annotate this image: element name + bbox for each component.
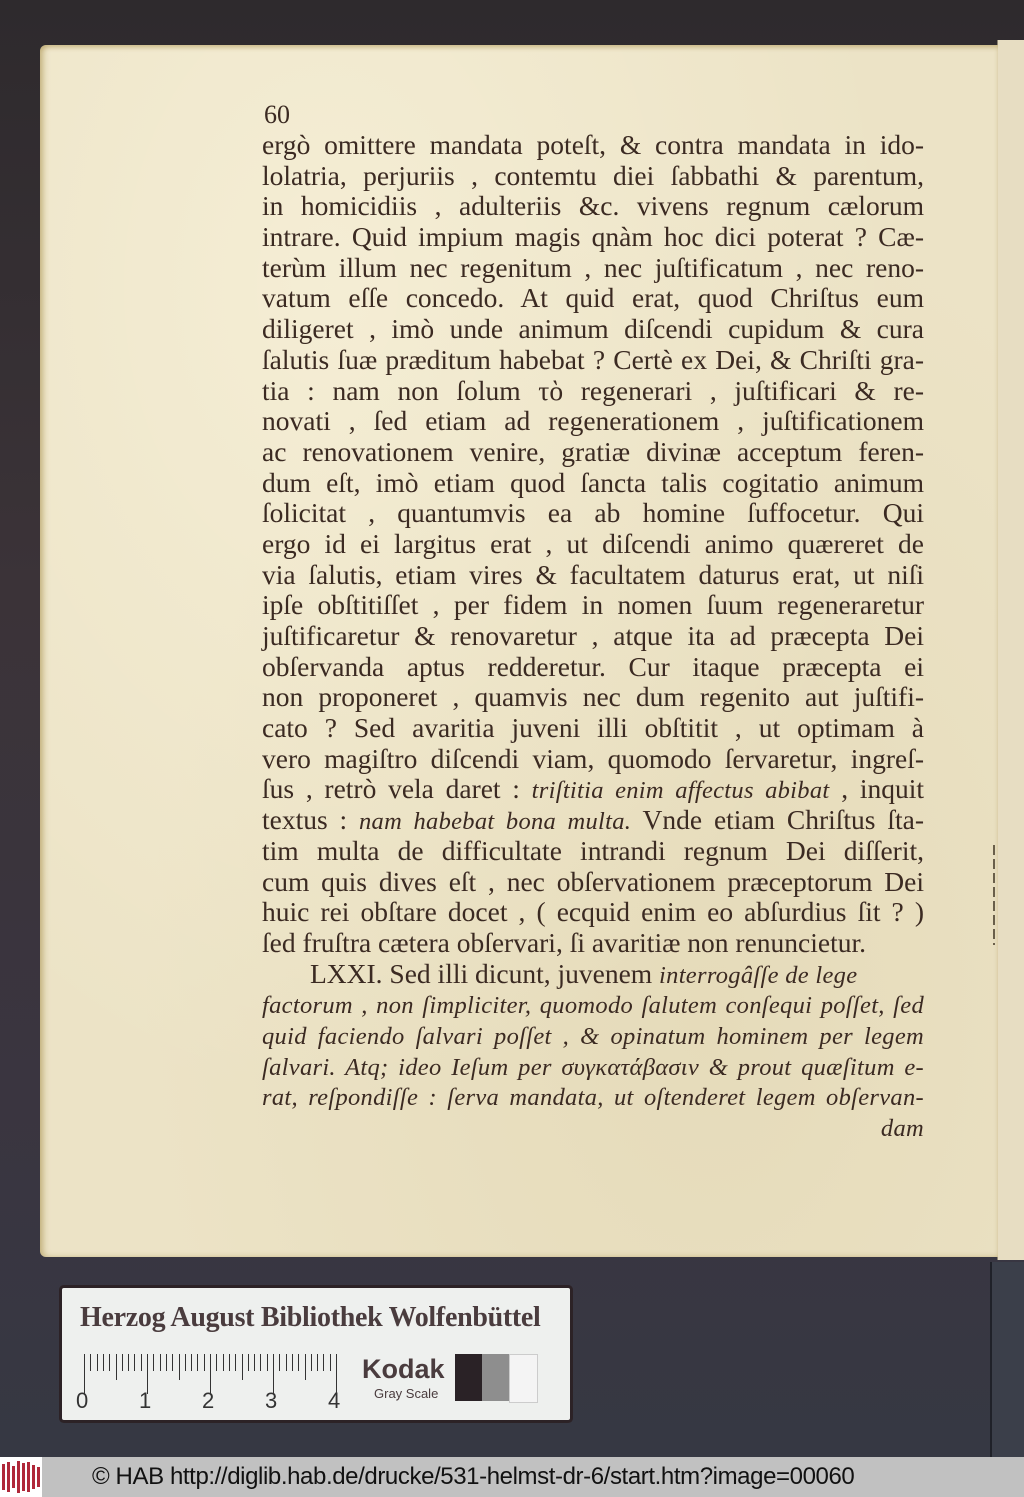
text-segment: ſus , retrò vela daret :	[262, 773, 532, 805]
ruler-tick	[109, 1354, 110, 1371]
text-line: ergò omittere mandata poteſt, & contra mandata in ido-	[262, 129, 924, 160]
ruler-tick	[128, 1354, 129, 1371]
text-line	[262, 805, 924, 836]
text-segment: textus :	[262, 804, 359, 836]
gray-swatch	[482, 1354, 509, 1401]
copyright-link[interactable]: © HAB http://diglib.hab.de/drucke/531-helmst-dr-6/start.htm?image=00060	[92, 1463, 855, 1490]
ruler-label: 2	[202, 1388, 215, 1413]
ruler-tick	[229, 1354, 230, 1371]
ruler-tick	[153, 1354, 154, 1371]
ruler-tick	[267, 1354, 268, 1371]
text-line: terùm illum nec regenitum , nec juſtificatum , nec reno-	[262, 251, 924, 283]
ruler-tick	[204, 1354, 205, 1371]
italic-segment: nam habebat bona multa.	[359, 808, 632, 836]
italic-segment: triſtitia enim affectus abibat	[531, 777, 830, 805]
text-line: lolatria, perjuriis , contemtu diei ſabbathi & parentum,	[262, 159, 924, 191]
logo-stripe	[7, 1462, 10, 1492]
logo-stripe	[17, 1461, 20, 1493]
ruler-tick	[166, 1354, 167, 1371]
text-line: ſalutis ſuæ præditum habebat ? Certè ex Dei, & Chriſti gra-	[262, 343, 924, 375]
logo-stripe	[27, 1462, 30, 1492]
italic-segment: quid faciendo ſalvari poſſet , & opinatum hominem per legem	[262, 1022, 924, 1050]
footer-bar	[0, 1457, 1024, 1497]
gutter-mark	[993, 845, 995, 945]
color-calibration-card	[62, 1288, 570, 1420]
ruler-tick	[323, 1354, 324, 1371]
logo-stripe	[37, 1467, 40, 1487]
ruler-tick	[103, 1354, 104, 1371]
text-line: ſed fruſtra cætera obſervari, ſi avaritiæ non renuncietur.	[262, 926, 867, 958]
text-line: tia : nam non ſolum τὸ regenerari , juſtificari & re-	[262, 374, 924, 406]
ruler-tick	[134, 1354, 135, 1371]
text-line: ipſe obſtitiſſet , per fidem in nomen ſuum regeneraretur	[262, 589, 924, 621]
italic-segment: interrogâſſe de lege	[659, 961, 858, 989]
ruler-tick	[298, 1354, 299, 1371]
text-line: dum eſt, imò etiam quod ſancta talis cogitatio animum	[262, 466, 924, 498]
facing-page-edge	[997, 40, 1024, 1260]
ruler-tick	[197, 1354, 198, 1371]
ruler-tick	[141, 1354, 142, 1371]
text-line: ergo id ei largitus erat , ut diſcendi animo quæreret de	[262, 527, 924, 559]
kodak-logo: Kodak	[362, 1354, 445, 1384]
logo-stripe	[22, 1463, 25, 1491]
italic-segment: factorum , non ſimpliciter, quomodo ſalutem conſequi poſſet, ſed	[262, 992, 924, 1020]
italic-segment: dam	[880, 1115, 924, 1142]
gray-swatch	[509, 1354, 538, 1403]
text-line: via ſalutis, etiam vires & facultatem daturus erat, ut niſi	[262, 558, 924, 590]
text-line: intrare. Quid impium magis qnàm hoc dici poterat ? Cæ-	[262, 221, 924, 253]
text-line: cato ? Sed avaritia juveni illi obſtitit , ut optimam à	[262, 712, 924, 744]
text-line: in homicidiis , adulteriis &c. vivens regnum cælorum	[262, 190, 924, 222]
text-line: vatum eſſe concedo. At quid erat, quod Chriſtus eum	[262, 282, 924, 314]
ruler-label: 1	[139, 1388, 152, 1413]
ruler-tick	[160, 1354, 161, 1371]
text-line: diligeret , imò unde animum diſcendi cupidum & cura	[262, 313, 924, 345]
ruler-tick	[235, 1354, 236, 1371]
text-line	[262, 774, 924, 805]
ruler-tick	[223, 1354, 224, 1371]
text-line: huic rei obſtare docet , ( ecquid enim eo abſurdius ſit ? )	[262, 896, 924, 928]
ruler-label: 3	[265, 1388, 278, 1413]
ruler-labels	[76, 1388, 366, 1414]
text-line: novati , ſed etiam ad regenerationem , juſtificationem	[262, 405, 924, 437]
text-line	[262, 1081, 924, 1112]
text-segment: , inquit	[829, 773, 925, 805]
italic-segment: ſalvari. Atq; ideo Ieſum per συγκατάβασιν & prout quæſitum e-	[262, 1053, 924, 1081]
text-segment: Vnde etiam Chriſtus ſta-	[631, 804, 924, 836]
logo-stripe	[12, 1466, 15, 1488]
institution-name: Herzog August Bibliothek Wolfenbüttel	[80, 1302, 541, 1333]
text-line: non proponeret , quamvis nec dum regenito aut juſtifi-	[262, 681, 924, 713]
text-line: ac renovationem venire, gratiæ divinæ acceptum feren-	[262, 435, 924, 467]
text-lines	[262, 130, 924, 1143]
logo-stripe	[32, 1465, 35, 1489]
ruler-tick	[191, 1354, 192, 1371]
ruler-tick	[260, 1354, 261, 1371]
text-segment: LXXI. Sed illi dicunt, juvenem	[310, 957, 660, 989]
text-line: ſolicitat , quantumvis ea ab homine ſuffocetur. Qui	[262, 497, 924, 529]
ruler-tick	[242, 1354, 243, 1380]
ruler-label: 4	[328, 1388, 341, 1413]
text-line: cum quis dives eſt , nec obſervationem præceptorum Dei	[262, 865, 924, 897]
text-line: vero magiſtro diſcendi viam, quomodo ſervaretur, ingreſ-	[262, 742, 924, 774]
page-text	[262, 100, 924, 1143]
ruler-tick	[311, 1354, 312, 1371]
ruler-tick	[254, 1354, 255, 1371]
ruler-tick	[216, 1354, 217, 1371]
text-line	[262, 1112, 924, 1143]
ruler-tick	[116, 1354, 117, 1380]
hab-logo-icon	[0, 1457, 42, 1497]
ruler-tick	[330, 1354, 331, 1371]
ruler-label: 0	[76, 1388, 89, 1413]
text-line	[262, 959, 924, 990]
ruler-tick	[292, 1354, 293, 1371]
ruler-tick	[179, 1354, 180, 1380]
gray-swatch	[455, 1354, 482, 1401]
ruler-tick	[248, 1354, 249, 1371]
italic-segment: rat, reſpondiſſe : ſerva mandata, ut oſtenderet legem obſervan-	[262, 1084, 924, 1112]
gray-scale-label: Gray Scale	[374, 1386, 439, 1401]
ruler-tick	[122, 1354, 123, 1371]
binding-edge	[990, 1262, 1024, 1457]
ruler-tick	[97, 1354, 98, 1371]
text-line	[262, 1020, 924, 1051]
text-line	[262, 1051, 924, 1082]
ruler-tick	[317, 1354, 318, 1371]
ruler-tick	[90, 1354, 91, 1371]
ruler-tick	[286, 1354, 287, 1371]
text-line	[262, 989, 924, 1020]
text-line: tim multa de difficultate intrandi regnum Dei diſſerit,	[262, 834, 924, 866]
text-line: juſtificaretur & renovaretur , atque ita ad præcepta Dei	[262, 620, 924, 651]
ruler-tick	[185, 1354, 186, 1371]
page-number: 60	[264, 100, 290, 129]
ruler-tick	[172, 1354, 173, 1371]
ruler-tick	[279, 1354, 280, 1371]
ruler-tick	[305, 1354, 306, 1380]
logo-stripe	[2, 1464, 5, 1490]
text-line: obſervanda aptus redderetur. Cur itaque præcepta ei	[262, 650, 924, 682]
